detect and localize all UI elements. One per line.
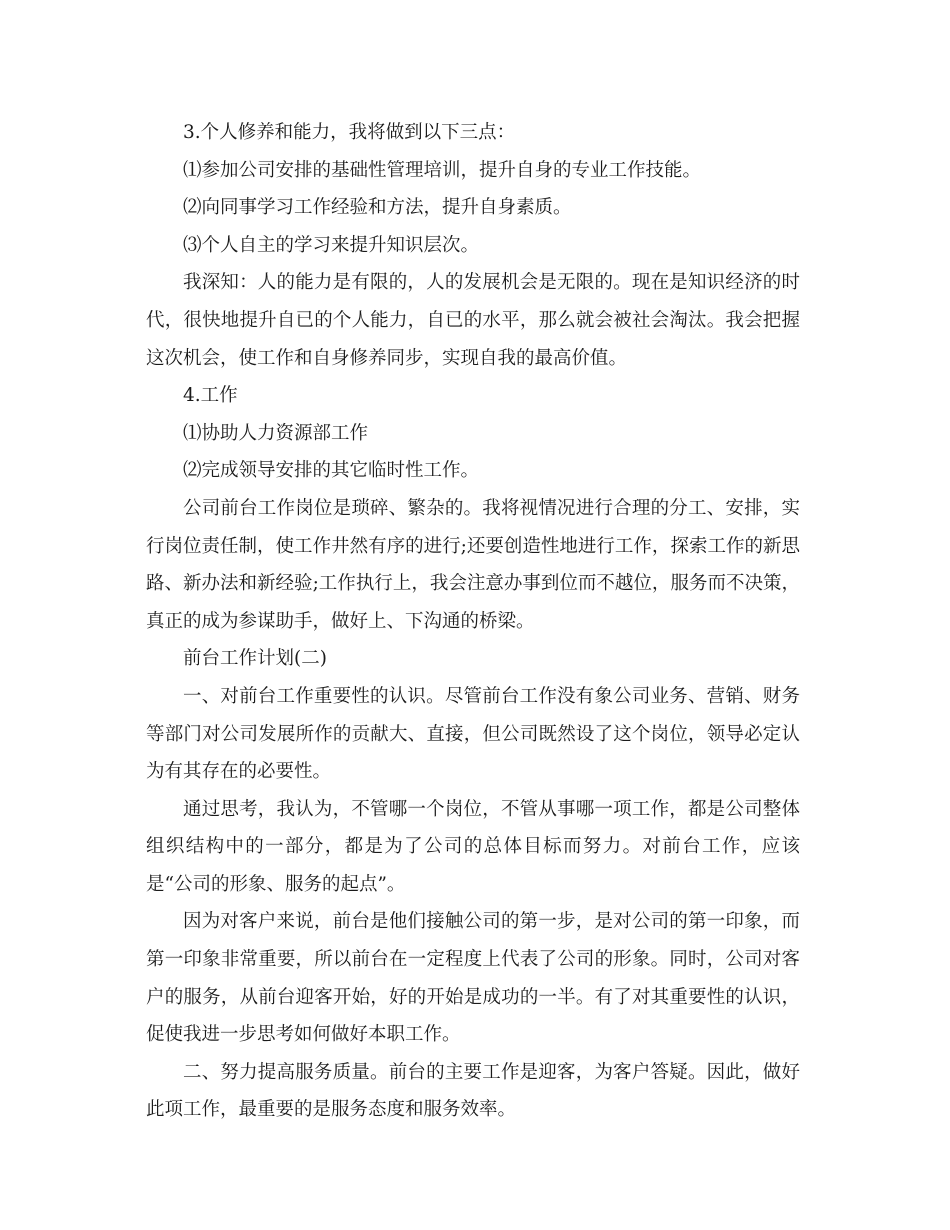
document-body	[146, 114, 800, 1129]
paragraph-1: 3.个人修养和能力，我将做到以下三点：	[183, 122, 516, 143]
paragraph-13: 因为对客户来说，前台是他们接触公司的第一步，是对公司的第一印象，而第一印象非常重要，所以前台在一定程度上代表了公司的形象。同时，公司对客户的服务，从前台迎客开始，好的开始是成功的一半。有了对其重要性的认识，促使我进一步思考如何做好本职工作。	[146, 911, 800, 1046]
section-heading: 前台工作计划(二)	[183, 648, 327, 670]
paragraph-2: ⑴参加公司安排的基础性管理培训，提升自身的专业工作技能。	[183, 159, 702, 181]
paragraph-9: 公司前台工作岗位是琐碎、繁杂的。我将视情况进行合理的分工、安排，实行岗位责任制，使工作井然有序的进行;还要创造性地进行工作，探索工作的新思路、新办法和新经验;工作执行上，我会注意办事到位而不越位，服务而不决策，真正的成为参谋助手，做好上、下沟通的桥梁。	[146, 497, 800, 632]
paragraph-8: ⑵完成领导安排的其它临时性工作。	[183, 460, 480, 482]
paragraph-14: 二、努力提高服务质量。前台的主要工作是迎客，为客户答疑。因此，做好此项工作，最重要的是服务态度和服务效率。	[146, 1061, 800, 1121]
paragraph-4: ⑶个人自主的学习来提升知识层次。	[183, 234, 480, 256]
paragraph-12: 通过思考，我认为，不管哪一个岗位，不管从事哪一项工作，都是公司整体组织结构中的一部分，都是为了公司的总体目标而努力。对前台工作，应该是“公司的形象、服务的起点”。	[146, 798, 800, 895]
paragraph-3: ⑵向同事学习工作经验和方法，提升自身素质。	[183, 197, 572, 219]
paragraph-7: ⑴协助人力资源部工作	[183, 422, 369, 444]
paragraph-5: 我深知：人的能力是有限的，人的发展机会是无限的。现在是知识经济的时代，很快地提升自已的个人能力，自已的水平，那么就会被社会淘汰。我会把握这次机会，使工作和自身修养同步，实现自我的最高价值。	[146, 272, 800, 369]
paragraph-6: 4.工作	[183, 385, 238, 407]
paragraph-11: 一、对前台工作重要性的认识。尽管前台工作没有象公司业务、营销、财务等部门对公司发展所作的贡献大、直接，但公司既然设了这个岗位，领导必定认为有其存在的必要性。	[146, 685, 800, 783]
